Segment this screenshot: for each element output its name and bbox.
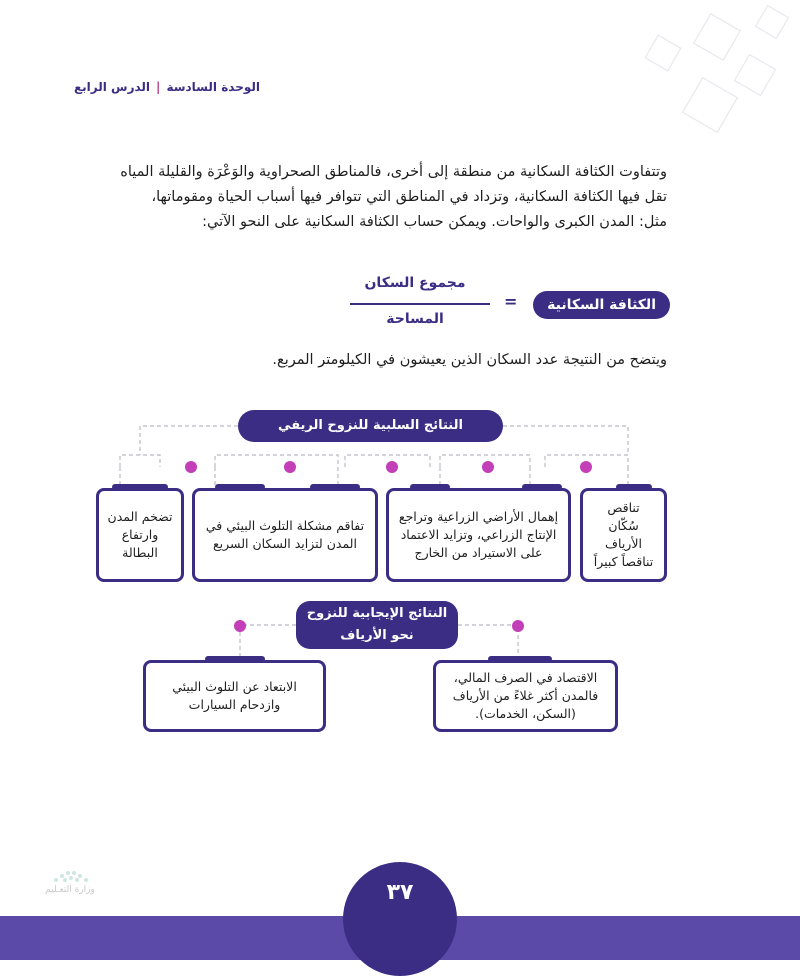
connector-line bbox=[503, 426, 628, 455]
positive-item-text: الابتعاد عن التلوث البيئي وازدحام السيارات bbox=[172, 679, 297, 712]
result-sentence: ويتضح من النتيجة عدد السكان الذين يعيشون في الكيلومتر المربع. bbox=[272, 352, 667, 368]
formula-numerator: مجموع السكان bbox=[364, 275, 466, 291]
negative-item-box bbox=[192, 488, 378, 582]
negative-item-text: تضخم المدن وارتفاع البطالة bbox=[107, 509, 173, 560]
positive-item-text: الاقتصاد في الصرف المالي، فالمدن أكثر غلاءً من الأرياف (السكن، الخدمات). bbox=[452, 670, 599, 721]
unit-label: الوحدة السادسة bbox=[166, 80, 260, 94]
connector-line bbox=[120, 455, 160, 467]
breadcrumb: الوحدة السادسة|الدرس الرابع bbox=[73, 80, 260, 94]
connector-dot bbox=[386, 461, 398, 473]
connector-line bbox=[140, 426, 238, 455]
connector-dot bbox=[234, 620, 246, 632]
paragraph-line: تقل فيها الكثافة السكانية، وتزداد في المناطق التي تتوافر فيها أسباب الحياة ومقوماتها، bbox=[151, 189, 667, 205]
formula-label: الكثافة السكانية bbox=[533, 291, 670, 319]
lesson-label: الدرس الرابع bbox=[73, 80, 151, 94]
connector-dot bbox=[580, 461, 592, 473]
formula-denominator: المساحة bbox=[386, 311, 444, 327]
negative-item-box bbox=[580, 488, 667, 582]
connector-line bbox=[240, 625, 296, 660]
connector-dot bbox=[482, 461, 494, 473]
negative-results-title: النتائج السلبية للنزوح الريفي bbox=[238, 410, 503, 442]
ministry-watermark: وزارة التعـليم bbox=[45, 885, 95, 895]
page-number: ٣٧ bbox=[386, 880, 414, 905]
connector-dot bbox=[185, 461, 197, 473]
connector-line bbox=[458, 625, 518, 660]
formula-equals: = bbox=[504, 292, 518, 311]
negative-item-box bbox=[386, 488, 571, 582]
connector-line bbox=[215, 455, 338, 467]
paragraph-line: وتتفاوت الكثافة السكانية من منطقة إلى أخرى، فالمناطق الصحراوية والوَعْرَة والقليلة المياه bbox=[120, 164, 667, 180]
negative-item-box bbox=[96, 488, 184, 582]
paragraph-line: مثل: المدن الكبرى والواحات. ويمكن حساب الكثافة السكانية على النحو الآتي: bbox=[202, 214, 667, 230]
negative-item-text: إهمال الأراضي الزراعية وتراجع الإنتاج الزراعي، وتزايد الاعتماد على الاستيراد من الخارج bbox=[398, 509, 559, 560]
positive-item-box bbox=[143, 660, 326, 732]
negative-item-text: تناقص سُكّان الأرياف تناقصاً كبيراً bbox=[593, 500, 654, 569]
positive-item-box bbox=[433, 660, 618, 732]
ministry-logo-icon bbox=[50, 866, 90, 886]
positive-results-title: النتائج الإيجابية للنزوح نحو الأرياف bbox=[296, 601, 458, 649]
connector-dot bbox=[284, 461, 296, 473]
connector-dot bbox=[512, 620, 524, 632]
negative-item-text: تفاقم مشكلة التلوث البيئي في المدن لتزايد السكان السريع bbox=[205, 518, 365, 551]
